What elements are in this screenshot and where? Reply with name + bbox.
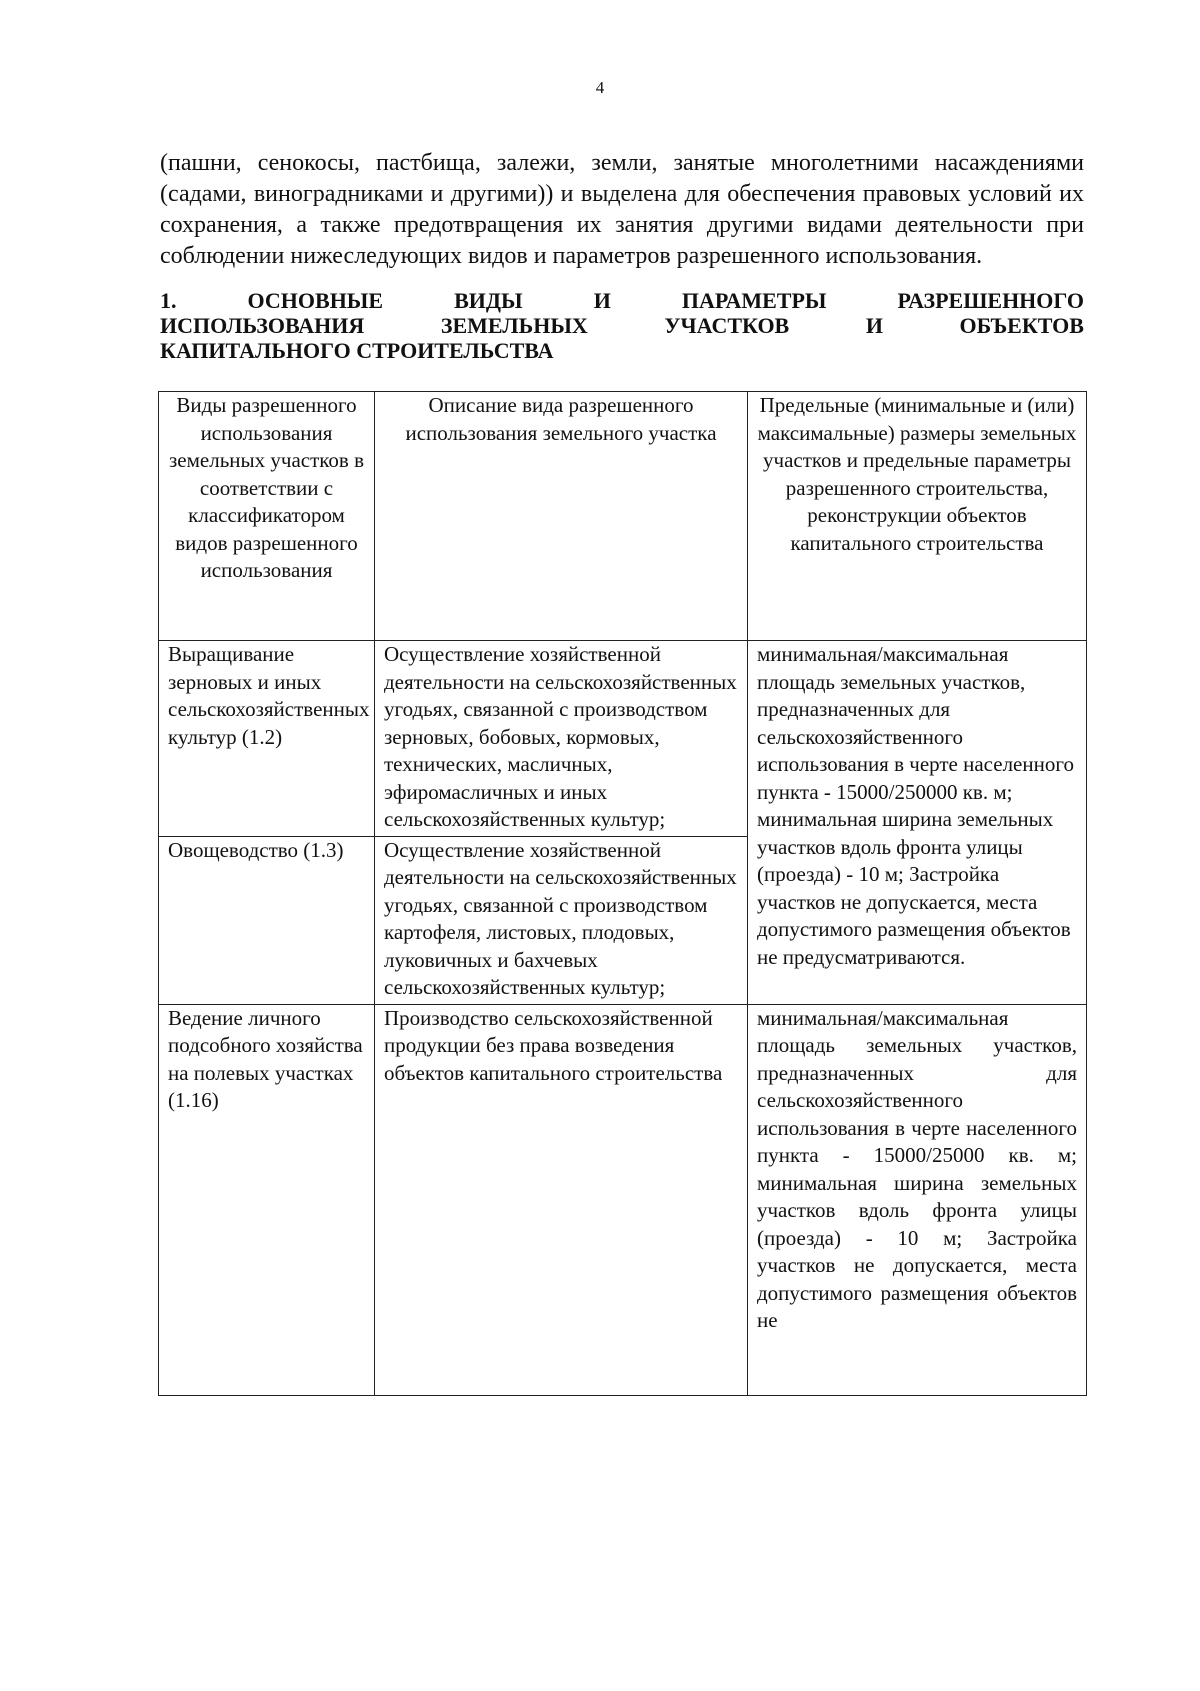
heading-word: ИСПОЛЬЗОВАНИЯ — [160, 313, 365, 338]
cell-limits: минимальная/максимальная площадь земельных участков, предназначенных для сельскохозяйственного использования в черте населенного пункта - 15000/250000 кв. м; минимальная ширина земельных участков вдоль фронта улицы (проезда) - 10 м; Застройка участков не допускается, места допустимого размещения объектов не предусматриваются. — [748, 641, 1087, 1005]
header-use-description: Описание вида разрешенного использования земельного участка — [375, 392, 748, 641]
cell-description: Осуществление хозяйственной деятельности на сельскохозяйственных угодьях, связанной с производством зерновых, бобовых, кормовых, технических, масличных, эфиромасличных и иных сельскохозяйственных культур; — [375, 641, 748, 837]
cell-description: Осуществление хозяйственной деятельности на сельскохозяйственных угодьях, связанной с производством картофеля, листовых, плодовых, луковичных и бахчевых сельскохозяйственных культур; — [375, 836, 748, 1004]
heading-word: УЧАСТКОВ — [664, 313, 790, 338]
heading-word: РАЗРЕШЕННОГО — [897, 288, 1084, 313]
heading-word: И — [593, 288, 611, 313]
heading-word: ОБЪЕКТОВ — [959, 313, 1084, 338]
header-limits: Предельные (минимальные и (или) максимальные) размеры земельных участков и предельные параметры разрешенного строительства, реконструкции объектов капитального строительства — [748, 392, 1087, 641]
cell-limits: минимальная/максимальная площадь земельных участков, предназначенных для сельскохозяйственного использования в черте населенного пункта - 15000/25000 кв. м; минимальная ширина земельных участков вдоль фронта улицы (проезда) - 10 м; Застройка участков не допускается, места допустимого размещения объектов не — [748, 1004, 1087, 1395]
cell-use-type: Овощеводство (1.3) — [159, 836, 375, 1004]
header-use-types: Виды разрешенного использования земельных участков в соответствии с классификатором видов разрешенного использования — [159, 392, 375, 641]
heading-word: ОСНОВНЫЕ — [247, 288, 384, 313]
cell-description: Производство сельскохозяйственной продукции без права возведения объектов капитального строительства — [375, 1004, 748, 1395]
heading-word: ВИДЫ — [454, 288, 523, 313]
section-heading-line-1 — [160, 288, 1084, 313]
heading-word: КАПИТАЛЬНОГО СТРОИТЕЛЬСТВА — [160, 338, 554, 363]
section-heading — [160, 288, 1084, 363]
cell-use-type: Выращивание зерновых и иных сельскохозяйственных культур (1.2) — [159, 641, 375, 837]
section-heading-line-3 — [160, 338, 1084, 363]
cell-use-type: Ведение личного подсобного хозяйства на полевых участках (1.16) — [159, 1004, 375, 1395]
heading-word: ПАРАМЕТРЫ — [681, 288, 827, 313]
heading-word: ЗЕМЕЛЬНЫХ — [440, 313, 588, 338]
heading-word: И — [865, 313, 883, 338]
heading-word: 1. — [160, 288, 177, 313]
page-number: 4 — [595, 78, 605, 97]
table-row — [159, 1004, 1087, 1395]
intro-paragraph: (пашни, сенокосы, пастбища, залежи, земли, занятые многолетними насаждениями (садами, виноградниками и другими)) и выделена для обеспечения правовых условий их сохранения, а также предотвращения их занятия другими видами деятельности при соблюдении нижеследующих видов и параметров разрешенного использования. — [160, 150, 1084, 269]
table-row — [159, 641, 1087, 837]
section-heading-line-2 — [160, 313, 1084, 338]
table-header-row — [159, 392, 1087, 641]
land-use-table — [158, 391, 1087, 1396]
